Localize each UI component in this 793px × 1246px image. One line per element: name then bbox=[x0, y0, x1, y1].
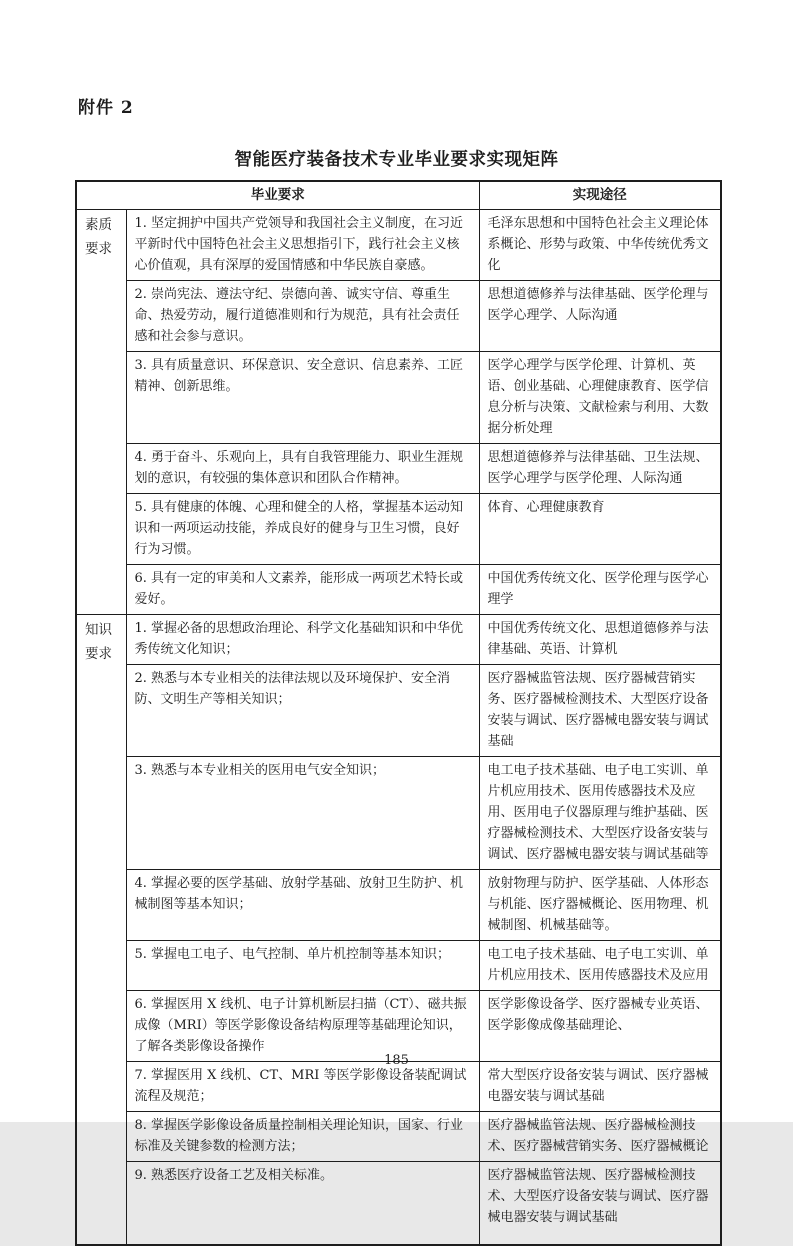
table-row bbox=[76, 280, 721, 351]
table-row bbox=[76, 209, 721, 280]
path-cell: 体育、心理健康教育 bbox=[479, 493, 721, 564]
path-cell: 思想道德修养与法律基础、医学伦理与医学心理学、人际沟通 bbox=[479, 280, 721, 351]
table-row bbox=[76, 664, 721, 756]
column-header-path: 实现途径 bbox=[479, 181, 721, 209]
path-cell: 医疗器械监管法规、医疗器械营销实务、医疗器械检测技术、大型医疗设备安装与调试、医疗器械电器安装与调试基础 bbox=[479, 664, 721, 756]
path-cell: 常大型医疗设备安装与调试、医疗器械电器安装与调试基础 bbox=[479, 1061, 721, 1111]
requirement-cell: 4. 勇于奋斗、乐观向上，具有自我管理能力、职业生涯规划的意识，有较强的集体意识和团队合作精神。 bbox=[126, 443, 479, 493]
path-cell: 放射物理与防护、医学基础、人体形态与机能、医疗器械概论、医用物理、机械制图、机械基础等。 bbox=[479, 869, 721, 940]
path-cell: 电工电子技术基础、电子电工实训、单片机应用技术、医用传感器技术及应用、医用电子仪器原理与维护基础、医疗器械检测技术、大型医疗设备安装与调试、医疗器械电器安装与调试基础等 bbox=[479, 756, 721, 869]
column-header-requirement: 毕业要求 bbox=[76, 181, 479, 209]
path-cell: 电工电子技术基础、电子电工实训、单片机应用技术、医用传感器技术及应用 bbox=[479, 940, 721, 990]
path-cell: 医学心理学与医学伦理、计算机、英语、创业基础、心理健康教育、医学信息分析与决策、文献检索与利用、大数据分析处理 bbox=[479, 351, 721, 443]
table-row bbox=[76, 756, 721, 869]
requirement-cell: 2. 熟悉与本专业相关的法律法规以及环境保护、安全消防、文明生产等相关知识； bbox=[126, 664, 479, 756]
requirement-cell: 3. 具有质量意识、环保意识、安全意识、信息素养、工匠精神、创新思维。 bbox=[126, 351, 479, 443]
path-cell: 毛泽东思想和中国特色社会主义理论体系概论、形势与政策、中华传统优秀文化 bbox=[479, 209, 721, 280]
path-cell: 思想道德修养与法律基础、卫生法规、医学心理学与医学伦理、人际沟通 bbox=[479, 443, 721, 493]
requirement-cell: 1. 掌握必备的思想政治理论、科学文化基础知识和中华优秀传统文化知识； bbox=[126, 614, 479, 664]
requirement-cell: 7. 掌握医用 X 线机、CT、MRI 等医学影像设备装配调试流程及规范； bbox=[126, 1061, 479, 1111]
table-row bbox=[76, 564, 721, 614]
path-cell: 医疗器械监管法规、医疗器械检测技术、大型医疗设备安装与调试、医疗器械电器安装与调试基础 bbox=[479, 1161, 721, 1245]
page-title: 智能医疗装备技术专业毕业要求实现矩阵 bbox=[234, 150, 559, 170]
requirement-cell: 6. 具有一定的审美和人文素养，能形成一两项艺术特长或爱好。 bbox=[126, 564, 479, 614]
page-number: 185 bbox=[384, 1053, 409, 1068]
group-label-quality: 素质要求 bbox=[76, 209, 126, 614]
group-label-knowledge: 知识要求 bbox=[76, 614, 126, 1245]
requirement-cell: 3. 熟悉与本专业相关的医用电气安全知识； bbox=[126, 756, 479, 869]
path-cell: 中国优秀传统文化、思想道德修养与法律基础、英语、计算机 bbox=[479, 614, 721, 664]
table-row bbox=[76, 614, 721, 664]
table-row bbox=[76, 1161, 721, 1245]
table-row bbox=[76, 1061, 721, 1111]
table-header-row bbox=[76, 181, 721, 209]
attachment-label: 附件 2 bbox=[78, 98, 134, 118]
requirement-cell: 4. 掌握必要的医学基础、放射学基础、放射卫生防护、机械制图等基本知识； bbox=[126, 869, 479, 940]
table-row bbox=[76, 990, 721, 1061]
requirement-cell: 6. 掌握医用 X 线机、电子计算机断层扫描（CT）、磁共振成像（MRI）等医学影像设备结构原理等基础理论知识，了解各类影像设备操作 bbox=[126, 990, 479, 1061]
requirement-cell: 1. 坚定拥护中国共产党领导和我国社会主义制度，在习近平新时代中国特色社会主义思想指引下，践行社会主义核心价值观，具有深厚的爱国情感和中华民族自豪感。 bbox=[126, 209, 479, 280]
requirement-cell: 9. 熟悉医疗设备工艺及相关标准。 bbox=[126, 1161, 479, 1245]
table-row bbox=[76, 940, 721, 990]
path-cell: 医学影像设备学、医疗器械专业英语、医学影像成像基础理论、 bbox=[479, 990, 721, 1061]
table-row bbox=[76, 1111, 721, 1161]
requirement-cell: 8. 掌握医学影像设备质量控制相关理论知识，国家、行业标准及关键参数的检测方法； bbox=[126, 1111, 479, 1161]
table-row bbox=[76, 869, 721, 940]
path-cell: 中国优秀传统文化、医学伦理与医学心理学 bbox=[479, 564, 721, 614]
table-row bbox=[76, 443, 721, 493]
requirement-cell: 2. 崇尚宪法、遵法守纪、崇德向善、诚实守信、尊重生命、热爱劳动，履行道德准则和行为规范，具有社会责任感和社会参与意识。 bbox=[126, 280, 479, 351]
requirement-cell: 5. 掌握电工电子、电气控制、单片机控制等基本知识； bbox=[126, 940, 479, 990]
path-cell: 医疗器械监管法规、医疗器械检测技术、医疗器械营销实务、医疗器械概论 bbox=[479, 1111, 721, 1161]
requirements-matrix-table bbox=[75, 180, 722, 1246]
table-row bbox=[76, 351, 721, 443]
requirement-cell: 5. 具有健康的体魄、心理和健全的人格，掌握基本运动知识和一两项运动技能，养成良好的健身与卫生习惯，良好行为习惯。 bbox=[126, 493, 479, 564]
table-row bbox=[76, 493, 721, 564]
